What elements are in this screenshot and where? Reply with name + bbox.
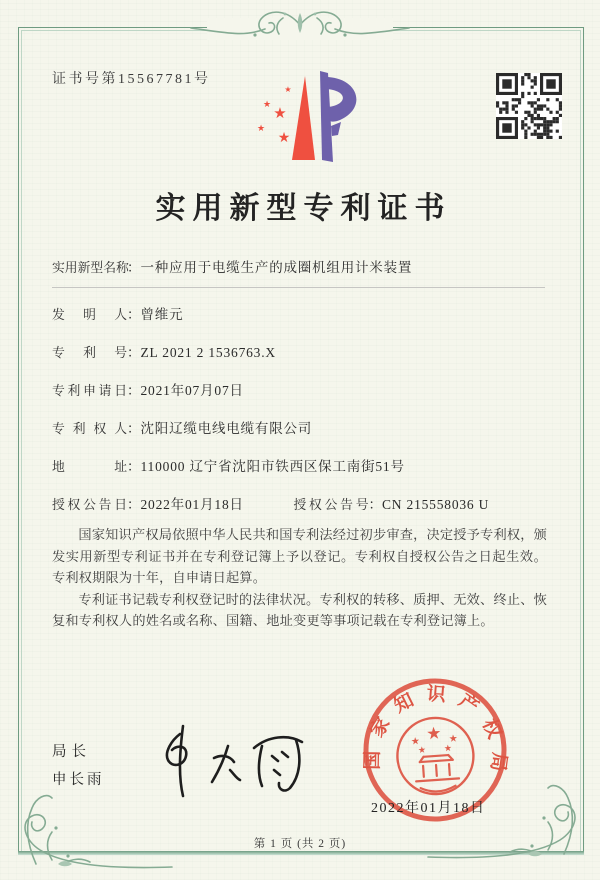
field-colon: ： <box>368 497 382 512</box>
field-label: 专利权人 <box>52 422 127 436</box>
svg-text:★: ★ <box>262 100 272 110</box>
svg-text:★: ★ <box>425 723 443 745</box>
field-colon: ： <box>127 421 141 436</box>
director-title: 局长 <box>52 744 91 760</box>
legal-paragraph-1: 国家知识产权局依照中华人民共和国专利法经过初步审查，决定授予专利权，颁发实用新型专利证书并在专利登记簿上予以登记。专利权自授权公告之日起生效。专利权期限为十年，自申请日起算。 <box>52 527 547 585</box>
field-label: 实用新型名称 <box>52 261 129 275</box>
field-utility-model-name <box>52 256 552 276</box>
grant-number-value: CN 215558036 U <box>382 497 490 512</box>
field-colon: ： <box>127 459 141 474</box>
svg-text:★: ★ <box>443 743 453 755</box>
qr-code <box>496 73 562 139</box>
svg-text:★: ★ <box>284 85 292 94</box>
field-colon: ： <box>127 260 141 275</box>
director-name: 申长雨 <box>52 772 105 788</box>
field-label: 地址 <box>52 460 127 474</box>
field-value: 2021年07月07日 <box>140 383 244 398</box>
field-address <box>52 455 552 475</box>
field-value: 沈阳辽缆电线电缆有限公司 <box>140 421 313 436</box>
field-colon: ： <box>127 497 141 512</box>
bottom-left-ornament <box>6 772 174 872</box>
certificate-number: 证书号第15567781号 <box>52 72 211 87</box>
seal-date: 2022年01月18日 <box>371 801 486 816</box>
top-ornament-flourish <box>185 4 415 48</box>
svg-text:★: ★ <box>448 733 459 745</box>
field-value: ZL 2021 2 1536763.X <box>140 345 276 360</box>
svg-text:★: ★ <box>417 745 427 757</box>
field-patent-number <box>52 341 552 361</box>
legal-paragraph-2: 专利证书记载专利权登记时的法律状况。专利权的转移、质押、无效、终止、恢复和专利权人的姓名或名称、国籍、地址变更等事项记载在专利登记簿上。 <box>52 591 547 628</box>
cnipa-logo-icon <box>243 62 361 170</box>
svg-text:★: ★ <box>277 130 291 146</box>
page-number: 第 1 页 (共 2 页) <box>253 838 347 850</box>
svg-text:★: ★ <box>410 736 421 748</box>
grant-date-value: 2022年01月18日 <box>140 497 244 512</box>
grant-date-label: 授权公告日 <box>52 498 127 512</box>
seal-text: 国家知识产权局 <box>362 683 510 781</box>
field-value: 110000 辽宁省沈阳市铁西区保工南街51号 <box>140 459 405 474</box>
field-value: 曾维元 <box>140 307 184 322</box>
field-patentee <box>52 417 552 437</box>
field-label: 专利号 <box>52 346 127 360</box>
field-colon: ： <box>127 307 141 322</box>
field-value: 一种应用于电缆生产的成圈机组用计米装置 <box>140 260 413 275</box>
field-label: 发明人 <box>52 308 127 322</box>
field-label: 专利申请日 <box>52 384 127 398</box>
field-colon: ： <box>127 383 141 398</box>
certificate-title: 实用新型专利证书 <box>155 192 452 225</box>
svg-text:★: ★ <box>273 104 287 122</box>
svg-text:★: ★ <box>256 124 266 134</box>
grant-number-label: 授权公告号 <box>293 498 369 512</box>
field-inventor <box>52 303 552 323</box>
field-grant-info <box>52 493 552 513</box>
legal-text <box>52 524 547 632</box>
director-signature-icon <box>150 720 315 800</box>
field-colon: ： <box>127 345 141 360</box>
field-filing-date <box>52 379 552 399</box>
name-field-underline <box>52 287 545 288</box>
